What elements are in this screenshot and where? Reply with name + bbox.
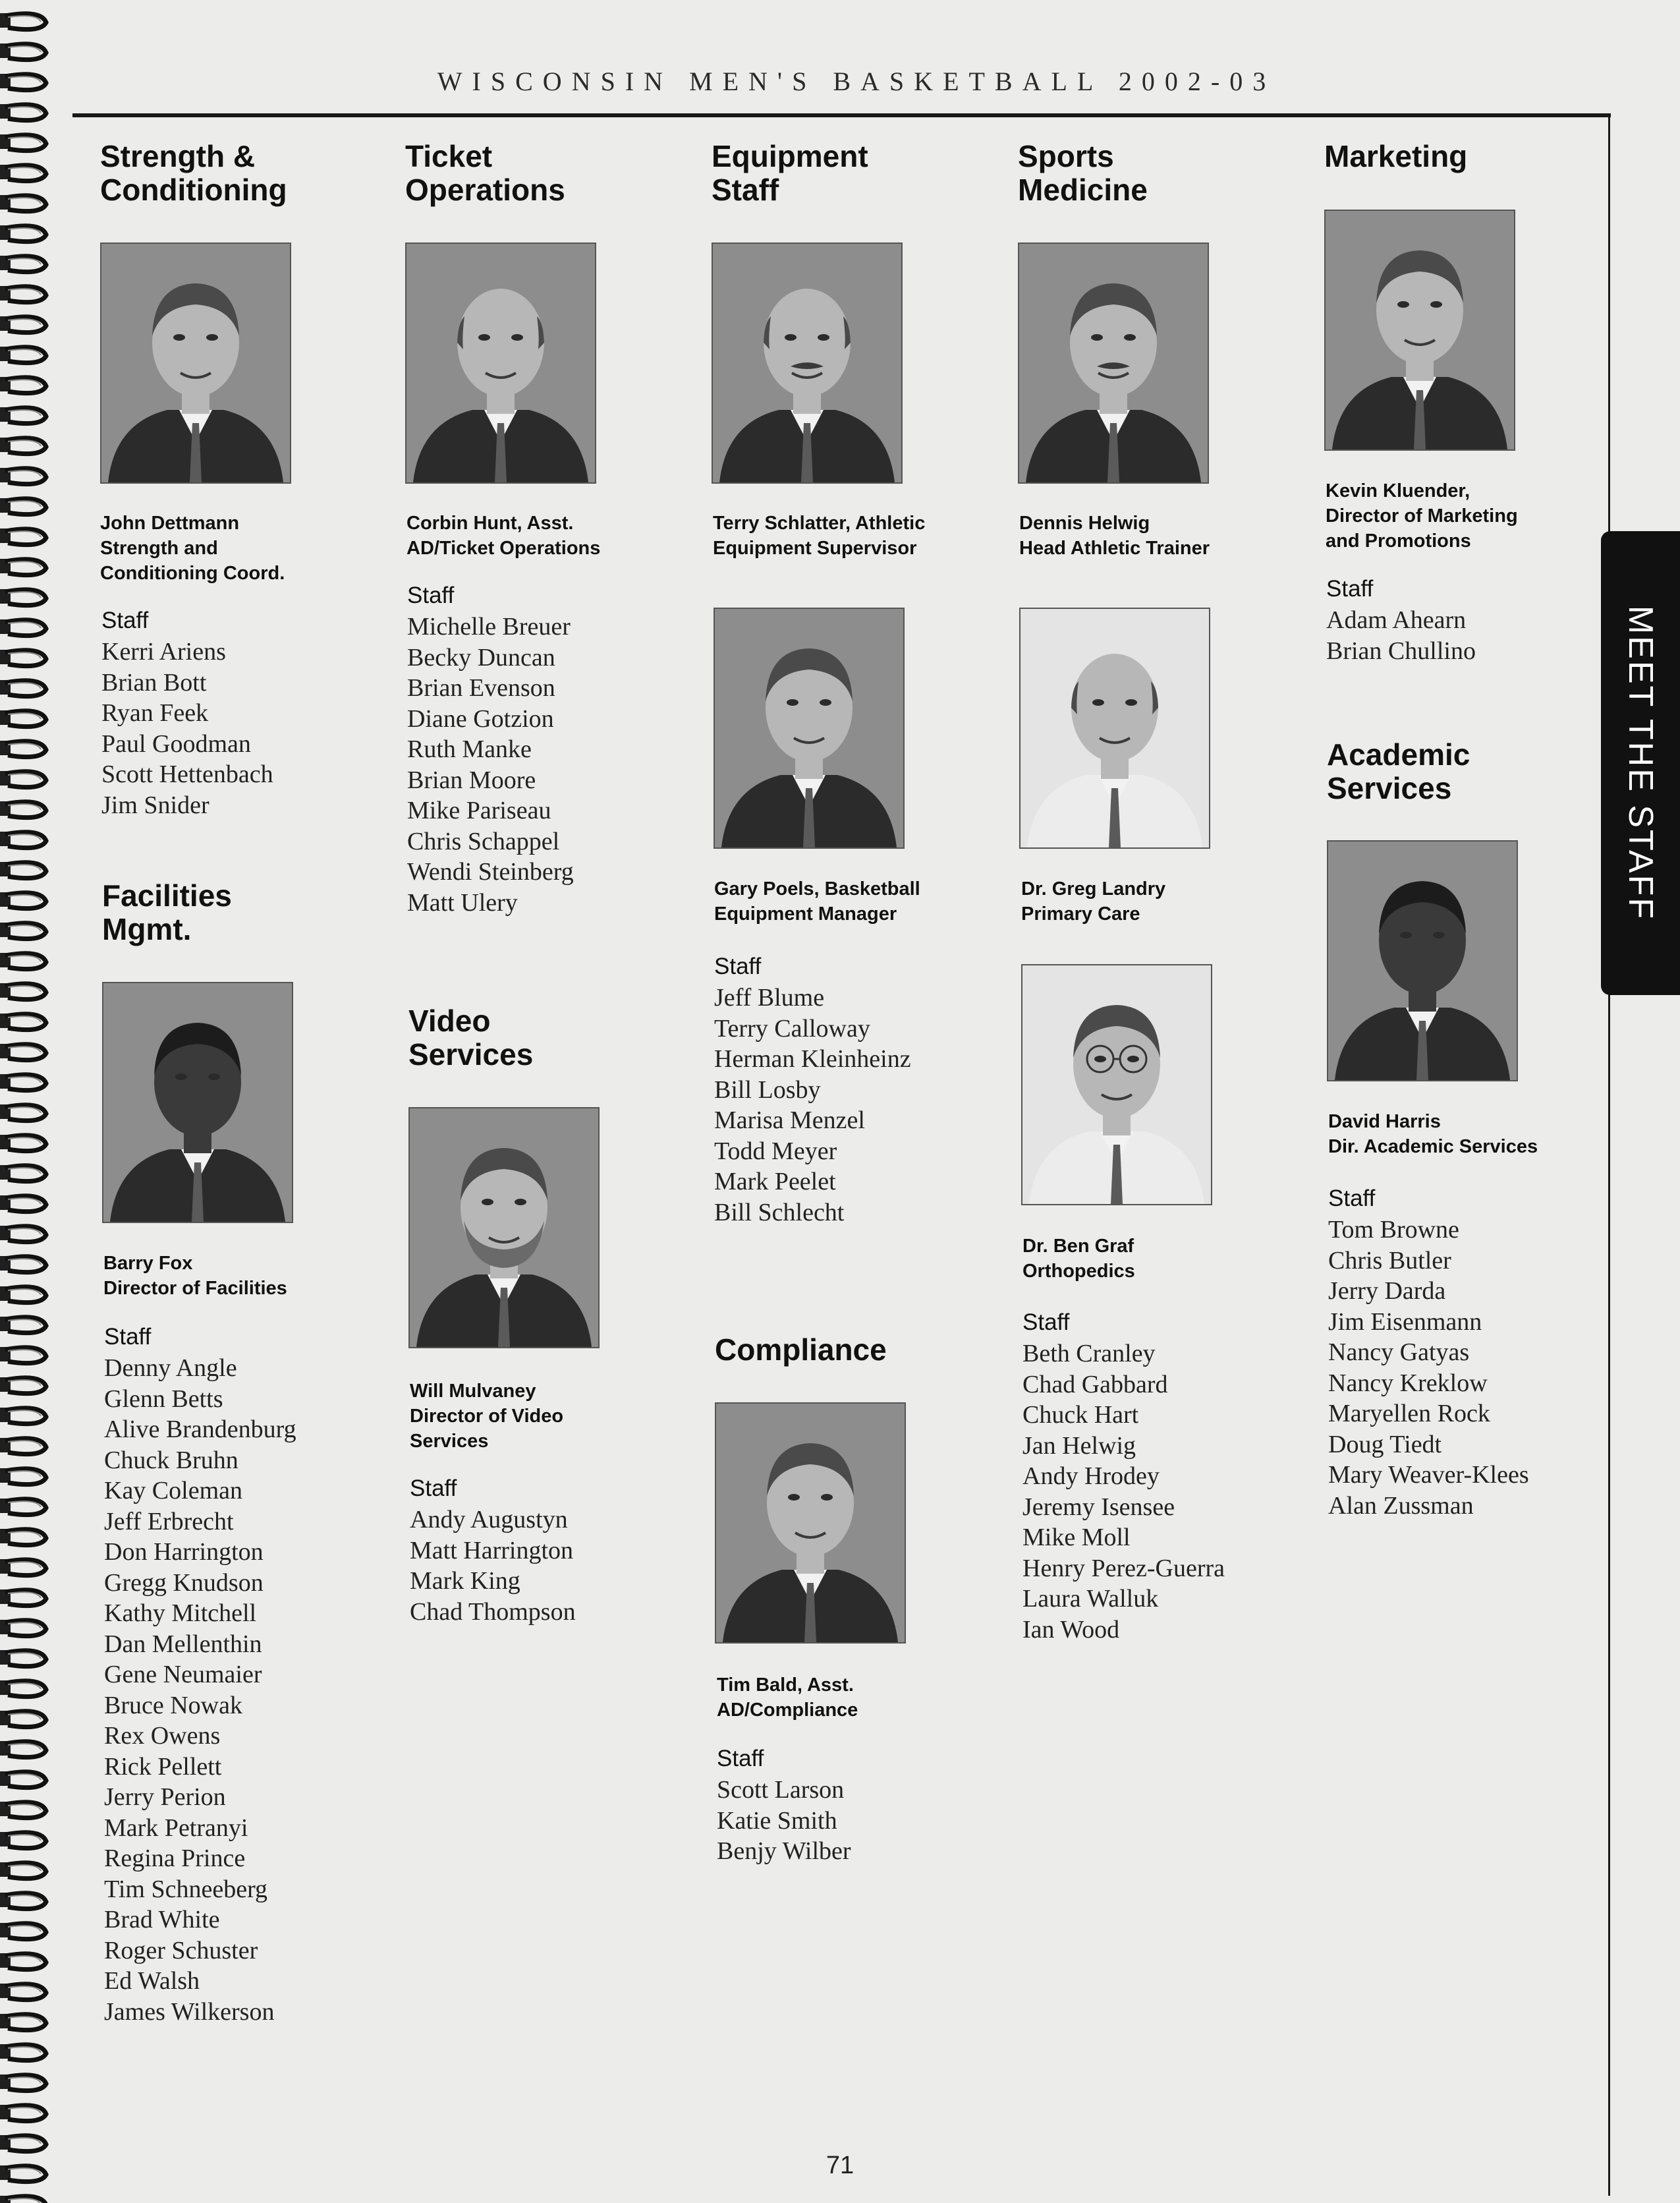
staff-name: Bruce Nowak [104, 1691, 242, 1719]
staff-name: Ian Wood [1022, 1615, 1120, 1644]
staff-name: Kerri Ariens [101, 638, 226, 666]
caption-kevin-kluender: Kevin Kluender, Director of Marketing and Promotions [1326, 480, 1518, 552]
staff-name: Chuck Hart [1022, 1401, 1139, 1429]
staff-name: Mike Moll [1022, 1524, 1131, 1551]
staff-list-strength [101, 605, 273, 820]
page-number: 71 [826, 2152, 854, 2179]
staff-name: Scott Larson [717, 1776, 845, 1804]
portrait-image [101, 244, 290, 482]
staff-name: Diane Gotzion [407, 704, 554, 733]
staff-name: Brian Evenson [407, 674, 555, 702]
staff-name: Laura Walluk [1022, 1585, 1159, 1613]
meet-the-staff-tab[interactable] [1601, 531, 1680, 995]
staff-name: Matt Ulery [407, 888, 518, 917]
photo-tim-bald [715, 1402, 906, 1644]
staff-name: Chris Schappel [407, 827, 560, 855]
portrait-image [1021, 609, 1209, 847]
staff-name: Rex Owens [104, 1722, 221, 1750]
staff-name: Mike Pariseau [407, 797, 551, 824]
right-border-rule [1608, 113, 1610, 2196]
portrait-image [713, 244, 901, 482]
portrait-image [1019, 244, 1208, 482]
staff-name: Mark King [410, 1567, 520, 1595]
photo-gary-poels [714, 608, 905, 849]
portrait-image [1328, 842, 1517, 1080]
staff-name: Mark Petranyi [104, 1814, 248, 1842]
section-title-academic-services: Academic Services [1327, 737, 1470, 805]
spiral-binding [0, 0, 53, 2203]
staff-list-marketing [1326, 573, 1476, 666]
staff-name: Brian Bott [101, 668, 207, 697]
staff-name: Ryan Feek [101, 699, 209, 727]
section-title-compliance: Compliance [715, 1332, 887, 1367]
staff-list-sports-medicine [1022, 1307, 1225, 1645]
staff-name: Kathy Mitchell [104, 1599, 257, 1627]
staff-name: Jeremy Isensee [1022, 1493, 1175, 1521]
staff-name: Roger Schuster [104, 1936, 258, 1964]
staff-name: Jim Snider [101, 791, 210, 819]
staff-name: Henry Perez-Guerra [1022, 1554, 1225, 1582]
staff-name: Mary Weaver-Klees [1328, 1461, 1529, 1489]
portrait-image [1326, 211, 1514, 449]
caption-ben-graf: Dr. Ben Graf Orthopedics [1022, 1236, 1135, 1282]
staff-name: Katie Smith [717, 1806, 837, 1835]
staff-name: Doug Tiedt [1328, 1430, 1442, 1458]
staff-name: Chris Butler [1328, 1246, 1451, 1274]
staff-name: Chuck Bruhn [104, 1446, 238, 1474]
photo-greg-landry [1019, 608, 1210, 849]
staff-name: Jan Helwig [1022, 1431, 1136, 1460]
staff-name: Herman Kleinheinz [714, 1045, 911, 1073]
caption-barry-fox: Barry Fox Director of Facilities [103, 1253, 287, 1299]
tab-label: MEET THE STAFF [1621, 605, 1660, 921]
staff-name: Gregg Knudson [104, 1568, 264, 1597]
staff-name: Glenn Betts [104, 1385, 223, 1413]
photo-corbin-hunt [405, 243, 596, 484]
staff-label: Staff [1328, 1186, 1376, 1211]
staff-name: Marisa Menzel [714, 1106, 865, 1134]
section-title-sports-medicine: Sports Medicine [1018, 139, 1148, 207]
caption-david-harris: David Harris Dir. Academic Services [1328, 1111, 1538, 1157]
section-title-marketing: Marketing [1324, 139, 1468, 173]
staff-name: James Wilkerson [104, 1997, 275, 2026]
staff-name: Brian Chullino [1326, 637, 1476, 665]
staff-name: Don Harrington [104, 1538, 264, 1566]
staff-name: Jeff Blume [714, 984, 825, 1012]
staff-name: Chad Gabbard [1022, 1370, 1168, 1398]
page-header: WISCONSIN MEN'S BASKETBALL 2002-03 [437, 67, 1276, 96]
photo-barry-fox [102, 982, 293, 1223]
portrait-image [1022, 965, 1211, 1204]
staff-label: Staff [714, 954, 762, 979]
section-title-equipment-staff: Equipment Staff [712, 139, 868, 207]
staff-name: Bill Losby [714, 1075, 821, 1104]
caption-greg-landry: Dr. Greg Landry Primary Care [1021, 878, 1166, 925]
portrait-image [406, 244, 595, 482]
staff-name: Brad White [104, 1906, 220, 1933]
staff-label: Staff [717, 1746, 764, 1771]
staff-list-equipment [714, 951, 911, 1228]
caption-dennis-helwig: Dennis Helwig Head Athletic Trainer [1019, 513, 1210, 559]
staff-name: Chad Thompson [410, 1597, 576, 1626]
staff-name: Dan Mellenthin [104, 1630, 262, 1658]
staff-name: Nancy Gatyas [1328, 1338, 1470, 1366]
staff-name: Regina Prince [104, 1845, 246, 1872]
staff-list-ticket-operations [407, 580, 574, 918]
section-title-facilities: Facilities Mgmt. [102, 878, 232, 946]
staff-name: Maryellen Rock [1328, 1400, 1490, 1427]
staff-name: Jim Eisenmann [1328, 1307, 1482, 1336]
staff-name: Kay Coleman [104, 1477, 243, 1504]
staff-name: Todd Meyer [714, 1137, 837, 1165]
staff-name: Ed Walsh [104, 1967, 200, 1995]
staff-name: Jerry Darda [1328, 1277, 1446, 1305]
caption-john-dettmann: John Dettmann Strength and Conditioning Coord. [100, 513, 285, 584]
photo-terry-schlatter [712, 243, 903, 484]
portrait-image [716, 1404, 905, 1642]
photo-ben-graf [1021, 964, 1212, 1205]
photo-dennis-helwig [1018, 243, 1209, 484]
photo-david-harris [1327, 840, 1518, 1081]
staff-label: Staff [101, 608, 149, 633]
staff-name: Benjy Wilber [717, 1837, 851, 1865]
staff-label: Staff [410, 1475, 457, 1501]
portrait-image [103, 983, 292, 1222]
staff-list-academic-services [1328, 1183, 1529, 1521]
section-title-ticket-operations: Ticket Operations [405, 139, 565, 207]
staff-name: Andy Hrodey [1022, 1462, 1160, 1490]
staff-list-video-services [410, 1473, 576, 1627]
staff-name: Denny Angle [104, 1354, 237, 1382]
staff-name: Paul Goodman [101, 730, 251, 758]
staff-label: Staff [1326, 576, 1374, 602]
portrait-image [410, 1108, 598, 1347]
staff-list-compliance [717, 1743, 851, 1867]
staff-name: Tim Schneeberg [104, 1875, 268, 1903]
staff-label: Staff [407, 583, 455, 608]
staff-name: Gene Neumaier [104, 1661, 262, 1688]
staff-name: Tom Browne [1328, 1216, 1459, 1244]
photo-will-mulvaney [408, 1107, 600, 1348]
staff-name: Beth Cranley [1022, 1340, 1156, 1367]
staff-name: Nancy Kreklow [1328, 1369, 1488, 1397]
staff-name: Wendi Steinberg [407, 858, 574, 886]
staff-name: Andy Augustyn [410, 1506, 568, 1533]
staff-name: Brian Moore [407, 766, 536, 794]
staff-label: Staff [104, 1324, 152, 1350]
section-title-video-services: Video Services [408, 1004, 534, 1072]
photo-john-dettmann [100, 243, 291, 484]
staff-name: Adam Ahearn [1326, 606, 1467, 634]
photo-kevin-kluender [1324, 210, 1515, 451]
staff-name: Becky Duncan [407, 643, 555, 672]
staff-list-facilities [104, 1321, 296, 2027]
caption-will-mulvaney: Will Mulvaney Director of Video Services [410, 1381, 564, 1452]
staff-name: Rick Pellett [104, 1752, 222, 1781]
staff-name: Matt Harrington [410, 1536, 574, 1564]
staff-name: Ruth Manke [407, 735, 532, 763]
section-title-strength: Strength & Conditioning [100, 139, 287, 207]
staff-name: Jeff Erbrecht [104, 1507, 234, 1535]
staff-name: Scott Hettenbach [101, 760, 273, 788]
staff-name: Mark Peelet [714, 1168, 836, 1195]
caption-terry-schlatter: Terry Schlatter, Athletic Equipment Supervisor [713, 513, 926, 559]
staff-name: Bill Schlecht [714, 1198, 845, 1226]
staff-name: Alan Zussman [1328, 1491, 1474, 1520]
staff-name: Jerry Perion [104, 1783, 226, 1811]
caption-corbin-hunt: Corbin Hunt, Asst. AD/Ticket Operations [406, 513, 601, 559]
portrait-image [715, 609, 903, 847]
staff-name: Michelle Breuer [407, 613, 571, 641]
caption-gary-poels: Gary Poels, Basketball Equipment Manager [714, 878, 920, 925]
staff-label: Staff [1022, 1309, 1070, 1335]
staff-name: Alive Brandenburg [104, 1416, 296, 1443]
header-rule [72, 113, 1611, 117]
caption-tim-bald: Tim Bald, Asst. AD/Compliance [717, 1674, 858, 1721]
staff-name: Terry Calloway [714, 1014, 870, 1043]
